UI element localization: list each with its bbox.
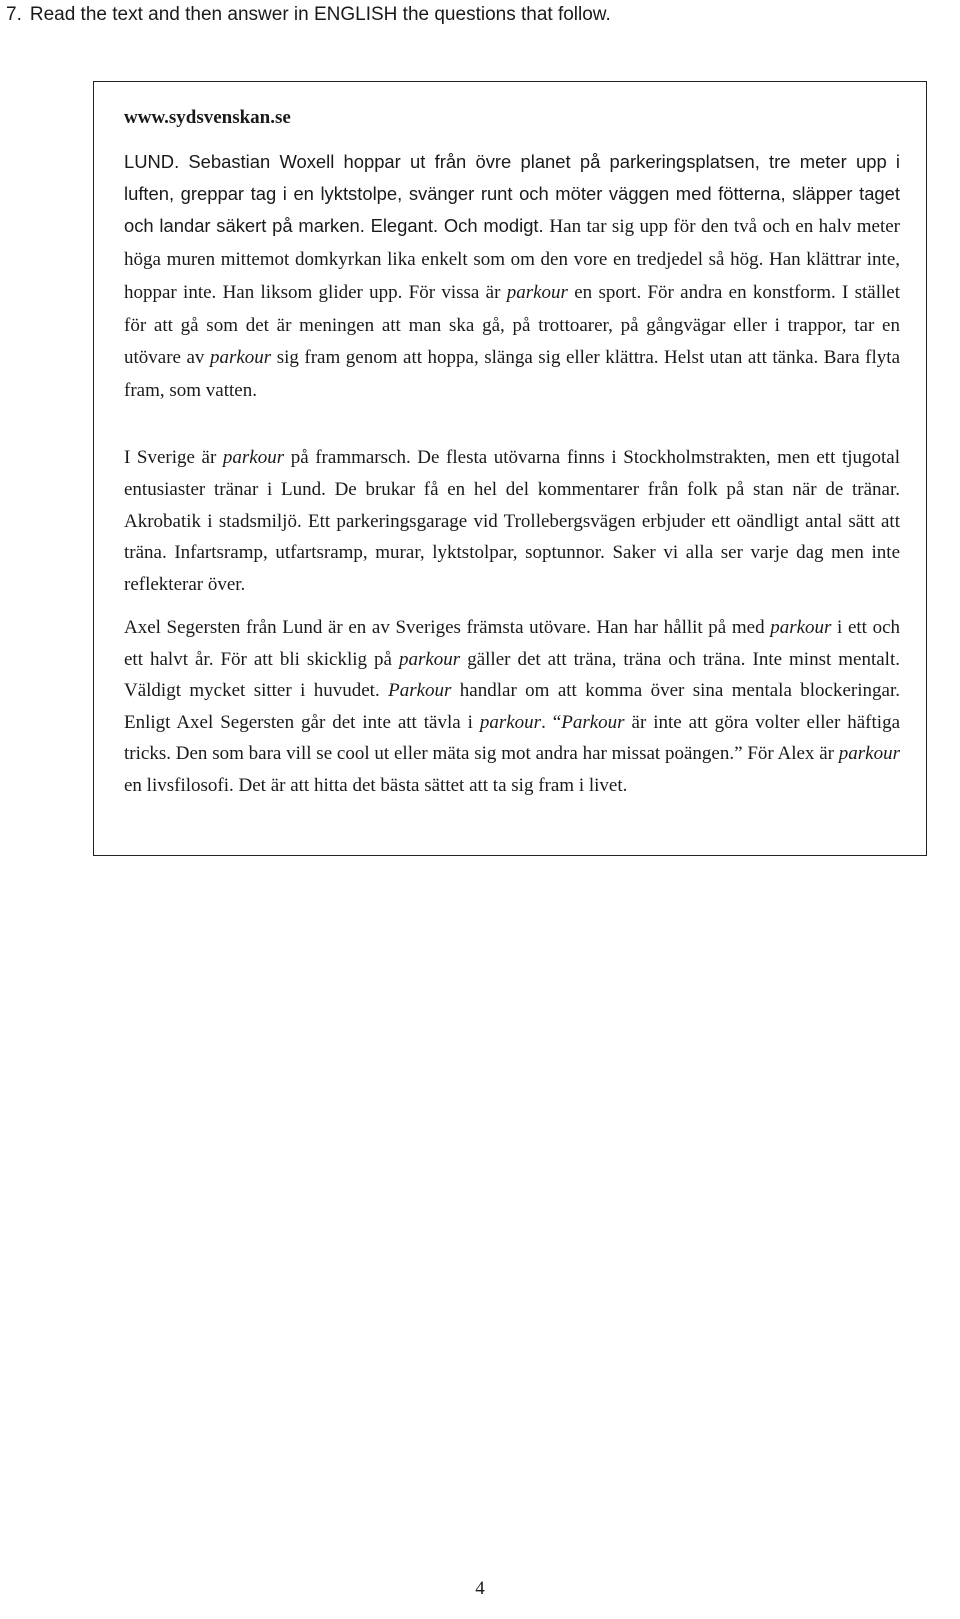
paragraph-segment-italic: parkour <box>770 617 832 638</box>
question-heading <box>6 2 611 28</box>
paragraph-segment: Han tar sig upp för den två och en halv meter höga muren mittemot domkyrkan lika enkelt som om den vore en tredjedel så hög. Han klättrar inte, hoppar inte. Han liksom glider upp. För vissa är <box>124 215 901 303</box>
question-number: 7. <box>6 4 22 25</box>
paragraph-segment-italic: parkour <box>479 711 542 733</box>
article-paragraph-1 <box>124 146 900 407</box>
paragraph-segment: sig fram genom att hoppa, slänga sig eller klättra. Helst utan att tänka. Bara flyta fram, som vatten. <box>124 347 901 402</box>
paragraph-segment: gäller det att träna, träna och träna. Inte minst mentalt. Väldigt mycket sitter i huvudet. <box>124 648 900 702</box>
paragraph-segment: Axel Segersten från Lund är en av Sveriges främsta utövare. Han har hållit på med <box>124 617 771 638</box>
paragraph-segment-italic: parkour <box>838 743 900 765</box>
article-box <box>93 81 927 856</box>
paragraph-segment: I Sverige är <box>124 447 223 468</box>
paragraph-segment: är inte att göra volter eller häftiga tricks. Den som bara vill se cool ut eller mäta sig mot andra har missat poängen.” För Alex är <box>124 711 900 765</box>
paragraph-segment-italic: parkour <box>209 347 272 369</box>
paragraph-segment-italic: parkour <box>506 281 568 303</box>
paragraph-segment: på frammarsch. De flesta utövarna finns i Stockholmstrakten, men ett tjugotal entusiaster tränar i Lund. De brukar få en hel del kommentarer från folk på stan när de tränar. Akrobatik i stadsmiljö. Ett parkeringsgarage vid Trollebergsvägen erbjuder ett oändligt antal sätt att träna. Infartsramp, utfartsramp, murar, lyktstolpar, soptunnor. Saker vi alla ser varje dag men inte reflekterar över. <box>124 447 900 596</box>
paragraph-segment: handlar om att komma över sina mentala blockeringar. Enligt Axel Segersten går det inte att tävla i <box>124 680 900 733</box>
paragraph-segment: en livsfilosofi. Det är att hitta det bästa sättet att ta sig fram i livet. <box>124 774 628 796</box>
paragraph-segment: en sport. För andra en konstform. I stället för att gå som det är meningen att man ska gå, på trottoarer, på gångvägar eller i trappor, tar en utövare av <box>124 281 901 369</box>
article-paragraph-3 <box>124 612 900 802</box>
paragraph-segment-italic: Parkour <box>388 680 452 702</box>
paragraph-segment: LUND. Sebastian Woxell hoppar ut från övre planet på parkeringsplatsen, tre meter upp i luften, greppar tag i en lyktstolpe, svänger runt och möter väggen med fötterna, släpper taget och landar säkert på marken. Elegant. Och modigt. <box>124 151 900 236</box>
paragraph-segment-italic: parkour <box>222 447 285 468</box>
paragraph-segment: . “ <box>541 711 562 733</box>
paragraph-segment-italic: parkour <box>398 648 461 670</box>
article-paragraph-2 <box>124 442 900 601</box>
article-source: www.sydsvenskan.se <box>124 107 291 128</box>
paragraph-segment: i ett och ett halvt år. För att bli skicklig på <box>124 617 901 670</box>
page-number: 4 <box>475 1578 485 1599</box>
question-text: Read the text and then answer in ENGLISH the questions that follow. <box>29 4 611 25</box>
paragraph-segment-italic: Parkour <box>561 711 625 733</box>
